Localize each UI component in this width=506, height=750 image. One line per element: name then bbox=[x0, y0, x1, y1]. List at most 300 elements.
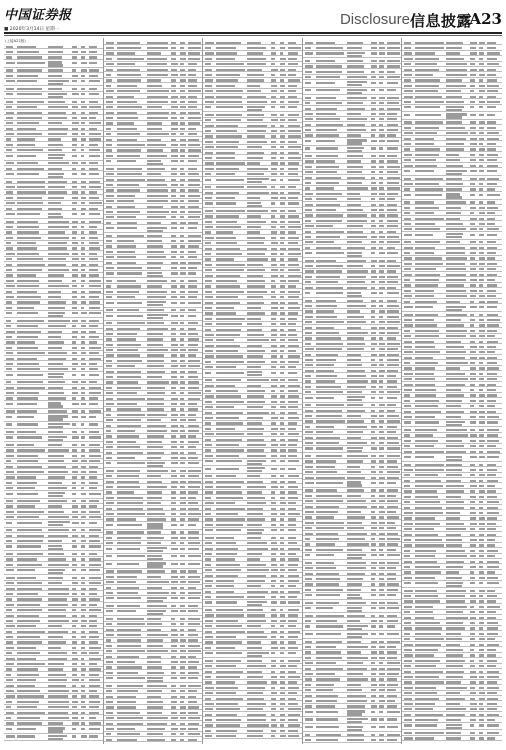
table-cell bbox=[479, 138, 484, 140]
table-cell bbox=[147, 623, 162, 625]
table-cell bbox=[48, 264, 67, 266]
table-cell bbox=[147, 144, 165, 146]
table-cell bbox=[371, 641, 377, 643]
table-cell bbox=[347, 668, 367, 670]
table-cell bbox=[305, 65, 313, 67]
table-cell bbox=[271, 96, 276, 98]
table-cell bbox=[271, 714, 275, 716]
table-cell bbox=[271, 237, 277, 239]
table-cell bbox=[48, 588, 69, 590]
table-cell bbox=[487, 507, 498, 509]
table-cell bbox=[216, 537, 234, 539]
table-cell bbox=[106, 85, 112, 87]
table-cell bbox=[180, 63, 184, 65]
table-cell bbox=[17, 641, 42, 643]
table-cell bbox=[316, 684, 334, 686]
table-cell bbox=[316, 327, 334, 329]
table-cell bbox=[288, 636, 298, 638]
table-cell bbox=[404, 394, 410, 396]
table-cell bbox=[147, 672, 163, 674]
table-cell bbox=[487, 692, 497, 694]
table-cell bbox=[271, 671, 275, 673]
table-cell bbox=[305, 187, 311, 189]
table-cell bbox=[415, 676, 439, 678]
table-cell bbox=[216, 433, 244, 435]
table-cell bbox=[479, 290, 483, 292]
table-cell bbox=[247, 502, 266, 504]
table-cell bbox=[106, 502, 114, 504]
table-cell bbox=[487, 367, 499, 369]
table-cell bbox=[117, 328, 140, 330]
table-cell bbox=[247, 197, 260, 199]
table-cell bbox=[48, 301, 66, 303]
table-cell bbox=[147, 52, 160, 54]
table-cell bbox=[6, 625, 15, 627]
table-cell bbox=[316, 147, 338, 149]
table-cell bbox=[6, 69, 13, 71]
table-cell bbox=[305, 607, 312, 609]
table-cell bbox=[479, 279, 484, 281]
table-cell bbox=[347, 589, 362, 591]
table-cell bbox=[446, 617, 467, 619]
table-cell bbox=[216, 569, 241, 571]
table-cell bbox=[487, 58, 497, 60]
table-cell bbox=[280, 620, 286, 622]
table-cell bbox=[347, 359, 361, 361]
table-cell bbox=[216, 596, 244, 598]
table-cell bbox=[415, 692, 437, 694]
table-cell bbox=[89, 208, 98, 210]
table-cell bbox=[347, 484, 362, 486]
table-cell bbox=[379, 410, 384, 412]
table-cell bbox=[147, 542, 161, 544]
table-cell bbox=[171, 184, 177, 186]
table-cell bbox=[470, 212, 474, 214]
table-cell bbox=[479, 550, 484, 552]
table-cell bbox=[479, 114, 484, 116]
table-cell bbox=[117, 623, 145, 625]
table-cell bbox=[288, 569, 297, 571]
table-cell bbox=[171, 542, 175, 544]
table-cell bbox=[404, 692, 411, 694]
table-cell bbox=[106, 222, 112, 224]
table-cell bbox=[205, 502, 214, 504]
table-cell bbox=[479, 335, 484, 337]
table-cell bbox=[280, 433, 284, 435]
table-cell bbox=[347, 276, 366, 278]
table-cell bbox=[117, 262, 137, 264]
table-cell bbox=[387, 583, 398, 585]
table-cell bbox=[81, 564, 85, 566]
table-cell bbox=[147, 344, 162, 346]
table-cell bbox=[180, 531, 184, 533]
table-cell bbox=[17, 615, 39, 617]
table-cell bbox=[371, 260, 377, 262]
table-cell bbox=[81, 392, 85, 394]
table-cell bbox=[247, 205, 262, 207]
table-cell bbox=[180, 639, 185, 641]
table-cell bbox=[479, 367, 485, 369]
table-cell bbox=[470, 445, 476, 447]
table-cell bbox=[180, 419, 186, 421]
table-cell bbox=[280, 580, 284, 582]
table-cell bbox=[288, 130, 301, 132]
table-cell bbox=[171, 408, 176, 410]
table-cell bbox=[81, 582, 85, 584]
table-cell bbox=[89, 93, 99, 95]
table-cell bbox=[404, 101, 410, 103]
table-cell bbox=[247, 513, 263, 515]
table-cell bbox=[48, 615, 67, 617]
table-cell bbox=[106, 168, 114, 170]
table-cell bbox=[305, 695, 312, 697]
table-cell bbox=[48, 444, 62, 446]
table-cell bbox=[180, 117, 184, 119]
table-cell bbox=[171, 376, 176, 378]
table-cell bbox=[347, 426, 368, 428]
table-cell bbox=[305, 327, 312, 329]
table-cell bbox=[479, 698, 485, 700]
table-cell bbox=[371, 594, 377, 596]
table-cell bbox=[479, 384, 484, 386]
table-cell bbox=[171, 728, 177, 730]
table-cell bbox=[216, 226, 240, 228]
table-cell bbox=[171, 285, 177, 287]
table-cell bbox=[470, 378, 476, 380]
table-cell bbox=[6, 500, 13, 502]
table-cell bbox=[271, 417, 278, 419]
table-cell bbox=[470, 274, 477, 276]
table-cell bbox=[205, 361, 211, 363]
table-cell bbox=[171, 446, 177, 448]
table-cell bbox=[17, 392, 39, 394]
table-cell bbox=[347, 721, 362, 723]
table-cell bbox=[216, 106, 242, 108]
table-cell bbox=[117, 518, 136, 520]
table-cell bbox=[216, 79, 238, 81]
table-cell bbox=[379, 657, 384, 659]
table-cell bbox=[147, 739, 164, 741]
table-cell bbox=[216, 237, 236, 239]
table-cell bbox=[216, 542, 236, 544]
table-cell bbox=[479, 178, 485, 180]
table-cell bbox=[117, 42, 141, 44]
table-cell bbox=[387, 410, 395, 412]
table-cell bbox=[117, 160, 136, 162]
table-cell bbox=[305, 102, 311, 104]
table-cell bbox=[72, 358, 77, 360]
table-cell bbox=[379, 500, 385, 502]
table-cell bbox=[188, 122, 199, 124]
table-cell bbox=[280, 210, 285, 212]
table-cell bbox=[479, 346, 484, 348]
table-cell bbox=[446, 585, 461, 587]
table-cell bbox=[280, 237, 285, 239]
table-cell bbox=[180, 328, 184, 330]
table-cell bbox=[271, 101, 276, 103]
table-cell bbox=[479, 582, 483, 584]
table-cell bbox=[180, 144, 185, 146]
table-cell bbox=[216, 671, 242, 673]
table-cell bbox=[446, 606, 467, 608]
table-cell bbox=[271, 202, 276, 204]
table-cell bbox=[205, 475, 212, 477]
table-cell bbox=[479, 106, 483, 108]
table-cell bbox=[6, 88, 14, 90]
table-cell bbox=[316, 182, 339, 184]
table-cell bbox=[48, 582, 62, 584]
table-cell bbox=[271, 508, 276, 510]
table-cell bbox=[415, 373, 434, 375]
table-cell bbox=[271, 173, 277, 175]
table-cell bbox=[316, 204, 340, 206]
table-cell bbox=[379, 310, 385, 312]
table-cell bbox=[247, 42, 261, 44]
table-cell bbox=[81, 735, 87, 737]
table-cell bbox=[171, 360, 177, 362]
table-cell bbox=[271, 231, 277, 233]
table-cell bbox=[415, 544, 443, 546]
table-cell bbox=[247, 318, 261, 320]
table-cell bbox=[247, 390, 265, 392]
table-cell bbox=[17, 511, 44, 513]
table-cell bbox=[387, 332, 399, 334]
table-cell bbox=[479, 201, 483, 203]
table-cell bbox=[404, 469, 413, 471]
table-cell bbox=[6, 449, 14, 451]
table-cell bbox=[216, 455, 239, 457]
table-cell bbox=[347, 460, 364, 462]
table-cell bbox=[72, 341, 76, 343]
table-cell bbox=[180, 79, 186, 81]
table-cell bbox=[305, 76, 311, 78]
table-cell bbox=[271, 468, 277, 470]
table-cell bbox=[446, 480, 461, 482]
table-cell bbox=[17, 208, 42, 210]
table-cell bbox=[379, 332, 384, 334]
table-cell bbox=[379, 495, 384, 497]
table-cell bbox=[147, 441, 162, 443]
table-cell bbox=[288, 585, 296, 587]
table-cell bbox=[379, 52, 385, 54]
table-cell bbox=[288, 542, 298, 544]
table-cell bbox=[415, 74, 433, 76]
table-cell bbox=[17, 93, 42, 95]
table-cell bbox=[379, 359, 383, 361]
table-cell bbox=[404, 451, 411, 453]
table-cell bbox=[171, 425, 178, 427]
table-cell bbox=[147, 317, 162, 319]
table-cell bbox=[415, 90, 438, 92]
table-cell bbox=[216, 580, 234, 582]
table-cell bbox=[216, 698, 243, 700]
table-cell bbox=[117, 414, 145, 416]
table-cell bbox=[216, 379, 241, 381]
table-cell bbox=[379, 477, 385, 479]
table-cell bbox=[48, 449, 69, 451]
table-cell bbox=[288, 312, 298, 314]
table-cell bbox=[280, 280, 286, 282]
table-cell bbox=[6, 208, 12, 210]
table-cell bbox=[379, 562, 384, 564]
table-cell bbox=[188, 486, 200, 488]
table-cell bbox=[379, 236, 385, 238]
disclosure-table bbox=[4, 38, 502, 744]
table-cell bbox=[316, 543, 335, 545]
table-cell bbox=[72, 685, 77, 687]
table-cell bbox=[89, 88, 97, 90]
table-cell bbox=[171, 475, 177, 477]
table-cell bbox=[117, 570, 143, 572]
table-cell bbox=[280, 497, 285, 499]
table-cell bbox=[171, 497, 176, 499]
table-cell bbox=[180, 360, 185, 362]
table-cell bbox=[205, 652, 213, 654]
table-cell bbox=[180, 645, 185, 647]
table-cell bbox=[89, 431, 99, 433]
table-cell bbox=[89, 403, 98, 405]
table-cell bbox=[81, 553, 85, 555]
table-cell bbox=[48, 466, 66, 468]
table-cell bbox=[387, 549, 396, 551]
table-cell bbox=[106, 672, 114, 674]
table-cell bbox=[147, 592, 168, 594]
table-cell bbox=[371, 204, 377, 206]
table-cell bbox=[106, 272, 114, 274]
table-cell bbox=[48, 569, 65, 571]
table-cell bbox=[72, 106, 79, 108]
table-cell bbox=[347, 481, 361, 483]
table-cell bbox=[305, 538, 311, 540]
table-cell bbox=[147, 717, 167, 719]
table-cell bbox=[347, 281, 366, 283]
table-cell bbox=[89, 717, 97, 719]
table-cell bbox=[404, 703, 413, 705]
table-cell bbox=[379, 460, 384, 462]
table-cell bbox=[72, 352, 77, 354]
table-cell bbox=[188, 425, 199, 427]
table-cell bbox=[487, 660, 497, 662]
table-cell bbox=[280, 361, 285, 363]
table-cell bbox=[316, 410, 342, 412]
table-cell bbox=[371, 129, 377, 131]
table-cell bbox=[6, 444, 14, 446]
table-cell bbox=[371, 437, 377, 439]
table-cell bbox=[479, 611, 483, 613]
table-cell bbox=[171, 645, 176, 647]
table-cell bbox=[379, 209, 383, 211]
table-cell bbox=[288, 395, 299, 397]
table-cell bbox=[180, 168, 184, 170]
table-cell bbox=[171, 344, 177, 346]
table-cell bbox=[247, 345, 262, 347]
table-cell bbox=[347, 204, 361, 206]
table-cell bbox=[347, 615, 366, 617]
table-cell bbox=[117, 291, 140, 293]
table-cell bbox=[81, 511, 86, 513]
table-cell bbox=[271, 106, 276, 108]
table-cell bbox=[171, 618, 175, 620]
table-cell bbox=[305, 71, 312, 73]
table-cell bbox=[89, 242, 100, 244]
table-cell bbox=[188, 272, 196, 274]
table-cell bbox=[17, 285, 40, 287]
table-cell bbox=[415, 724, 437, 726]
table-cell bbox=[347, 607, 363, 609]
table-cell bbox=[305, 214, 313, 216]
table-cell bbox=[81, 144, 85, 146]
table-cell bbox=[89, 226, 98, 228]
table-cell bbox=[347, 447, 364, 449]
table-cell bbox=[271, 422, 276, 424]
table-cell bbox=[48, 545, 62, 547]
table-cell bbox=[17, 253, 39, 255]
table-cell bbox=[415, 148, 439, 150]
table-cell bbox=[371, 734, 376, 736]
table-cell bbox=[415, 178, 442, 180]
table-cell bbox=[188, 610, 198, 612]
table-cell bbox=[89, 641, 99, 643]
table-cell bbox=[479, 154, 484, 156]
table-cell bbox=[479, 351, 485, 353]
table-cell bbox=[48, 173, 64, 175]
table-cell bbox=[188, 645, 200, 647]
table-cell bbox=[446, 138, 466, 140]
table-cell bbox=[117, 524, 142, 526]
table-cell bbox=[271, 486, 278, 488]
table-cell bbox=[180, 587, 184, 589]
table-cell bbox=[379, 118, 384, 120]
table-cell bbox=[404, 346, 411, 348]
table-cell bbox=[479, 566, 483, 568]
table-cell bbox=[371, 281, 376, 283]
table-cell bbox=[446, 671, 464, 673]
table-cell bbox=[280, 625, 284, 627]
table-cell bbox=[347, 554, 366, 556]
table-cell bbox=[347, 343, 365, 345]
table-cell bbox=[72, 529, 76, 531]
table-cell bbox=[347, 597, 362, 599]
table-cell bbox=[470, 143, 477, 145]
table-cell bbox=[147, 680, 162, 682]
table-cell bbox=[81, 374, 86, 376]
table-cell bbox=[288, 90, 296, 92]
table-cell bbox=[17, 320, 44, 322]
table-cell bbox=[106, 728, 115, 730]
table-cell bbox=[404, 121, 411, 123]
table-cell bbox=[188, 712, 198, 714]
table-cell bbox=[280, 264, 286, 266]
table-cell bbox=[387, 662, 399, 664]
table-cell bbox=[81, 320, 86, 322]
table-cell bbox=[48, 548, 63, 550]
table-cell bbox=[216, 269, 244, 271]
table-cell bbox=[316, 437, 340, 439]
table-cell bbox=[404, 528, 411, 530]
table-cell bbox=[379, 97, 385, 99]
table-cell bbox=[387, 404, 396, 406]
table-cell bbox=[17, 436, 42, 438]
table-cell bbox=[147, 58, 167, 60]
table-cell bbox=[446, 106, 463, 108]
table-cell bbox=[280, 146, 284, 148]
table-cell bbox=[379, 516, 383, 518]
table-cell bbox=[415, 464, 443, 466]
table-cell bbox=[188, 360, 200, 362]
table-cell bbox=[247, 460, 266, 462]
table-row bbox=[104, 609, 203, 617]
table-cell bbox=[371, 410, 376, 412]
